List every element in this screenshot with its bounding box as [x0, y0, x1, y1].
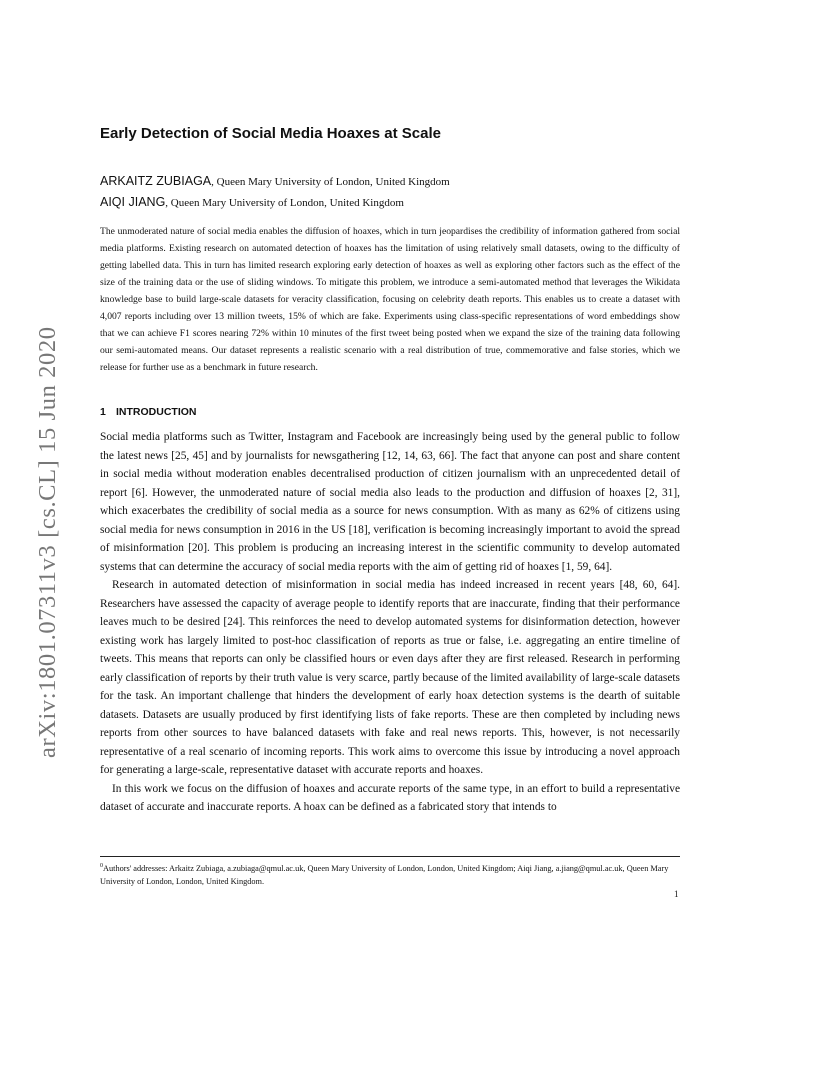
author-name: ARKAITZ ZUBIAGA — [100, 174, 212, 188]
footnote — [100, 860, 680, 889]
section-number: 1 — [100, 406, 106, 418]
author-affiliation: , Queen Mary University of London, United Kingdom — [165, 197, 404, 209]
introduction-body — [100, 428, 680, 817]
paper-title: Early Detection of Social Media Hoaxes at Scale — [100, 125, 441, 142]
author-affiliation: , Queen Mary University of London, United Kingdom — [211, 176, 450, 188]
author-1 — [100, 174, 720, 189]
paragraph: In this work we focus on the diffusion of hoaxes and accurate reports of the same type, in an effort to build a representative dataset of accurate and inaccurate reports. A hoax can be defined as a fabricated story that intends to — [100, 782, 680, 813]
footnote-divider — [100, 856, 680, 857]
footnote-marker: 0 — [100, 863, 103, 869]
section-title: INTRODUCTION — [116, 406, 197, 418]
author-name: AIQI JIANG — [100, 195, 166, 209]
arxiv-identifier-text: arXiv:1801.07311v3 [cs.CL] 15 Jun 2020 — [34, 326, 61, 758]
author-2 — [100, 195, 720, 210]
footnote-text: Authors' addresses: Arkaitz Zubiaga, a.zubiaga@qmul.ac.uk, Queen Mary University of London, London, United Kingdom; Aiqi Jiang, a.jiang@qmul.ac.uk, Queen Mary University of London, London, United Kingdom. — [100, 863, 669, 887]
paragraph: Research in automated detection of misinformation in social media has indeed increased in recent years [48, 60, 64]. Researchers have assessed the capacity of average people to identify reports that are inaccurate, finding that their performance leaves much to be desired [24]. This reinforces the need to develop automated systems for disinformation detection, however existing work has largely limited to post-hoc classification of reports as true or false, i.e. aggregating an entire timeline of tweets. This means that reports can only be classified hours or even days after they are first released. Research in performing early classification of reports by their truth value is very scarce, partly because of the limited availability of large-scale datasets for the task. An important challenge that hinders the development of early hoax detection systems is the dearth of suitable datasets. Datasets are usually produced by first identifying lists of fake reports. These are then completed by including news reports from other sources to have balanced datasets with fake and real news reports. This, however, is not necessarily representative of a real scenario of incoming reports. This work aims to overcome this issue by introducing a novel approach for generating a large-scale, representative dataset with accurate reports and hoaxes. — [100, 579, 680, 776]
abstract: The unmoderated nature of social media enables the diffusion of hoaxes, which in turn jeopardises the credibility of information gathered from social media platforms. Existing research on automated detection of hoaxes has the limitation of using relatively small datasets, owing to the difficulty of getting labelled data. This in turn has limited research exploring early detection of hoaxes as well as exploring other factors such as the effect of the size of the training data or the use of sliding windows. To mitigate this problem, we introduce a semi-automated method that leverages the Wikidata knowledge base to build large-scale datasets for veracity classification, focusing on celebrity death reports. This enables us to create a dataset with 4,007 reports including over 13 million tweets, 15% of which are fake. Experiments using class-specific representations of word embeddings show that we can achieve F1 scores nearing 72% within 10 minutes of the first tweet being posted when we expand the size of the training data following our semi-automated means. Our dataset represents a realistic scenario with a real distribution of true, commemorative and false stories, which we release for further use as a benchmark in future research. — [100, 226, 680, 373]
page-number: 1 — [674, 889, 679, 899]
paragraph: Social media platforms such as Twitter, Instagram and Facebook are increasingly being used by the general public to follow the latest news [25, 45] and by journalists for newsgathering [12, 14, 63, 66]. The fact that anyone can post and share content in social media without moderation enables decentralised production of citizen journalism with an unprecedented detail of report [6]. However, the unmoderated nature of social media also leads to the production and diffusion of hoaxes [2, 31], which exacerbates the credibility of social media as a source for news consumption. With as many as 62% of citizens using social media for news consumption in 2016 in the US [18], verification is becoming increasingly important to avoid the spread of misinformation [20]. This problem is producing an increasing interest in the scientific community to develop automated systems that can determine the accuracy of social media reports with the aim of getting rid of hoaxes [1, 59, 64]. — [100, 431, 680, 573]
section-heading — [100, 406, 680, 418]
